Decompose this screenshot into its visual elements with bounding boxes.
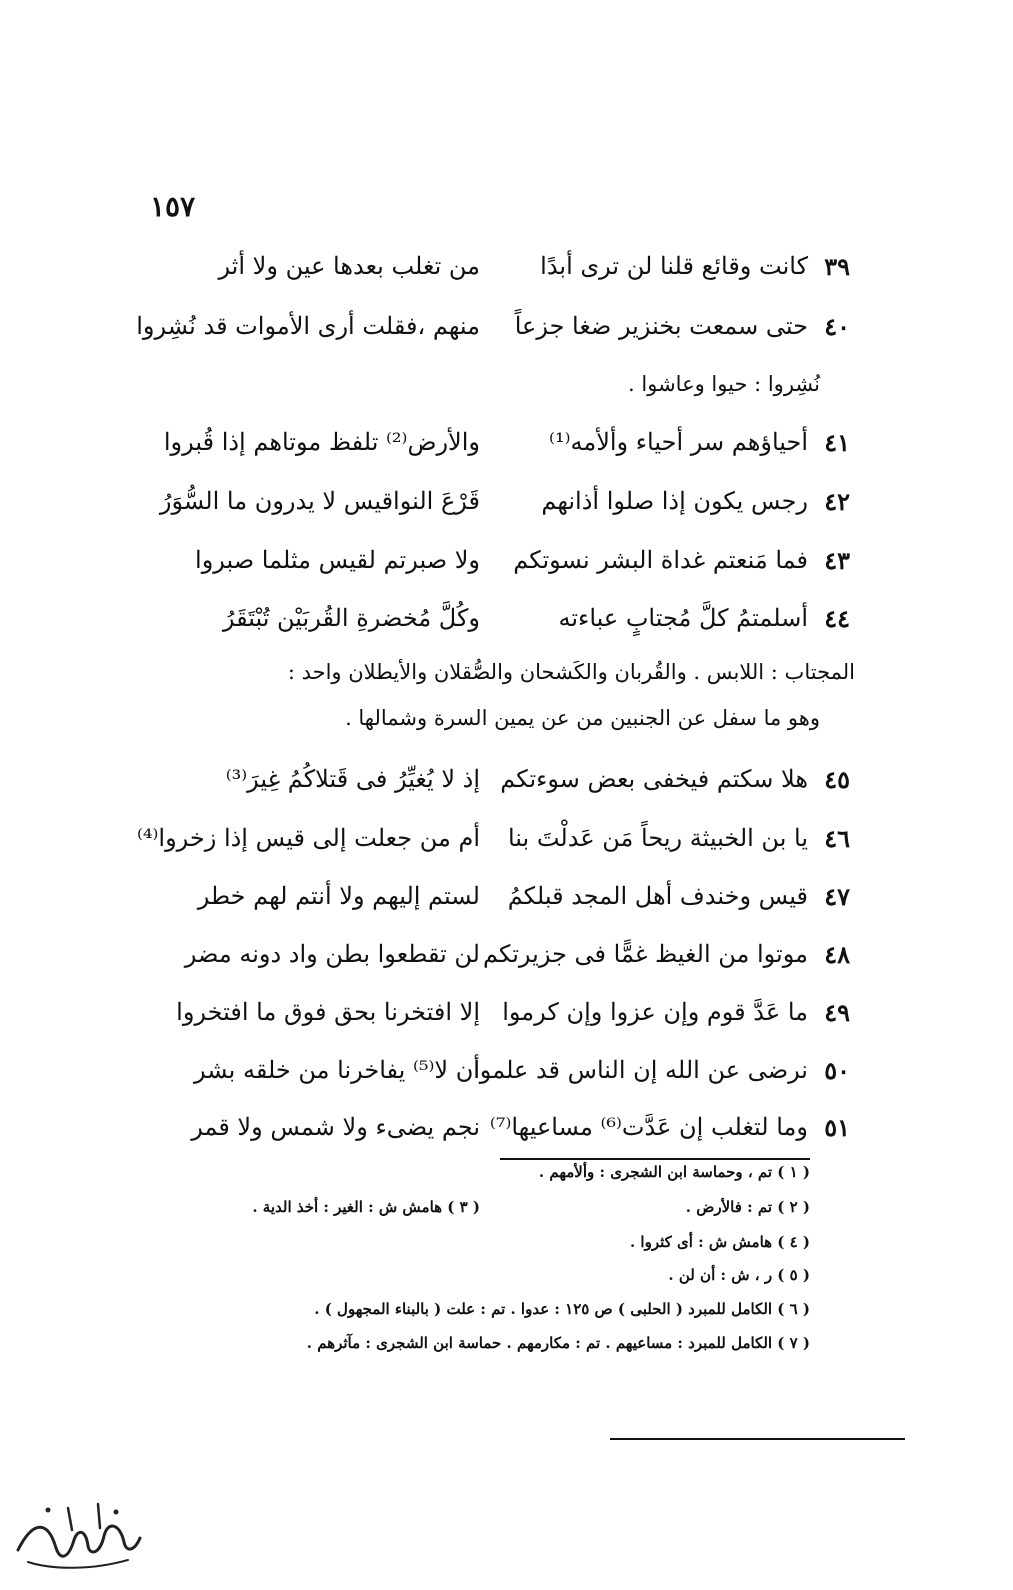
verse-number: ٤٧ [824, 882, 850, 911]
verse-39 [160, 242, 850, 302]
verse-second-hemistich: والأرض⁽²⁾ تلفظ موتاهم إذا قُبروا [163, 428, 480, 456]
verse-first-hemistich: أحياؤهم سر أحياء وألأمه⁽¹⁾ [549, 428, 808, 456]
verse-46 [136, 814, 850, 874]
verse-first-hemistich: حتى سمعت بخنزير ضغا جزعاً [514, 312, 808, 340]
verse-second-hemistich: من تغلب بعدها عين ولا أثر [218, 252, 480, 280]
verse-43 [160, 536, 850, 596]
verse-first-hemistich: قيس وخندف أهل المجد قبلكمُ [507, 882, 808, 910]
verse-first-hemistich: يا بن الخبيثة ريحاً مَن عَدلْتَ بنا [507, 824, 808, 852]
verse-number: ٤٨ [824, 940, 850, 969]
verse-second-hemistich: قَرْعَ النواقيس لا يدرون ما السُّوَرُ [159, 487, 480, 515]
verse-number: ٣٩ [824, 252, 850, 281]
verse-second-hemistich: لن تقطعوا بطن واد دونه مضر [184, 940, 480, 968]
verse-number: ٥٠ [824, 1056, 850, 1085]
footnote-7: ( ٧ ) الكامل للمبرد : مساعيهم . تم : مكارمهم . حماسة ابن الشجرى : مآثرهم . [306, 1334, 810, 1352]
verse-50 [160, 1046, 850, 1106]
verse-first-hemistich: كانت وقائع قلنا لن ترى أبدًا [540, 252, 808, 280]
verse-42 [160, 477, 850, 537]
verse-number: ٤٩ [824, 998, 850, 1027]
page-number: ١٥٧ [150, 190, 196, 223]
verse-second-hemistich: ولا صبرتم لقيس مثلما صبروا [195, 546, 480, 574]
footnote-3: ( ٣ ) هامش ش : الغير : أخذ الدية . [252, 1198, 480, 1216]
verse-second-hemistich: منهم ،فقلت أرى الأموات قد نُشِروا [136, 312, 480, 340]
verse-second-hemistich: وكُلَّ مُخضرةِ القُربَيْن تُبْتَقَرُ [222, 604, 480, 632]
footnote-6: ( ٦ ) الكامل للمبرد ( الحلبى ) ص ١٢٥ : عدوا . تم : علت ( بالبناء المجهول ) . [314, 1300, 810, 1318]
verse-first-hemistich: رجس يكون إذا صلوا أذانهم [541, 487, 808, 515]
verse-51 [160, 1103, 850, 1163]
verse-first-hemistich: موتوا من الغيظ غمًّا فى جزيرتكم [483, 940, 808, 968]
footnote-2: ( ٢ ) تم : فالأرض . [685, 1198, 810, 1216]
verse-number: ٤٤ [824, 604, 850, 633]
verse-45 [160, 755, 850, 815]
bottom-rule [610, 1438, 905, 1440]
footnote-5: ( ٥ ) ر ، ش : أن لن . [668, 1266, 810, 1284]
verse-first-hemistich: وما لتغلب إن عَدَّت⁽⁶⁾ مساعيها⁽⁷⁾ [489, 1113, 808, 1141]
verse-first-hemistich: أسلمتمُ كلَّ مُجتابٍ عباءته [558, 604, 808, 632]
verse-number: ٤٥ [824, 765, 850, 794]
verse-number: ٤٠ [824, 312, 850, 341]
calligraphy-logo-icon [8, 1490, 148, 1580]
footnote-4: ( ٤ ) هامش ش : أى كثروا . [629, 1233, 810, 1251]
verse-number: ٥١ [824, 1113, 850, 1142]
verse-second-hemistich: أن لا⁽⁵⁾ يفاخرنا من خلقه بشر [194, 1056, 480, 1084]
verse-second-hemistich: أم من جعلت إلى قيس إذا زخروا⁽⁴⁾ [136, 824, 480, 852]
verse-second-hemistich: إلا افتخرنا بحق فوق ما افتخروا [176, 998, 480, 1026]
verse-44 [160, 594, 850, 654]
verse-47 [160, 872, 850, 932]
verse-48 [160, 930, 850, 990]
verse-second-hemistich: إذ لا يُغيِّرُ فى قَتلاكُمُ غِيرَ⁽³⁾ [225, 765, 480, 793]
calligraphy-logo-svg [8, 1490, 148, 1580]
verse-first-hemistich: هلا سكتم فيخفى بعض سوءتكم [500, 765, 808, 793]
verse-number: ٤٢ [824, 487, 850, 516]
verse-first-hemistich: فما مَنعتم غداة البشر نسوتكم [513, 546, 808, 574]
verse-49 [160, 988, 850, 1048]
gloss-mujtab-line-2: وهو ما سفل عن الجنبين من عن يمين السرة وشمالها . [345, 706, 820, 730]
verse-41 [160, 418, 850, 478]
footnote-1: ( ١ ) تم ، وحماسة ابن الشجرى : وألأمهم . [538, 1163, 810, 1181]
gloss-mujtab-line-1: المجتاب : اللابس . والقُربان والكَشحان والصُّقلان والأيطلان واحد : [287, 660, 855, 684]
verse-number: ٤١ [824, 428, 850, 457]
verse-first-hemistich: نرضى عن الله إن الناس قد علموا [473, 1056, 808, 1084]
verse-second-hemistich: لستم إليهم ولا أنتم لهم خطر [197, 882, 480, 910]
verse-40 [136, 302, 850, 362]
verse-second-hemistich: نجم يضىء ولا شمس ولا قمر [191, 1113, 480, 1141]
verse-first-hemistich: ما عَدَّ قوم وإن عزوا وإن كرموا [502, 998, 808, 1026]
verse-number: ٤٦ [824, 824, 850, 853]
verse-number: ٤٣ [824, 546, 850, 575]
footnotes-divider [500, 1158, 810, 1160]
gloss-nushiru: نُشِروا : حيوا وعاشوا . [628, 372, 820, 396]
